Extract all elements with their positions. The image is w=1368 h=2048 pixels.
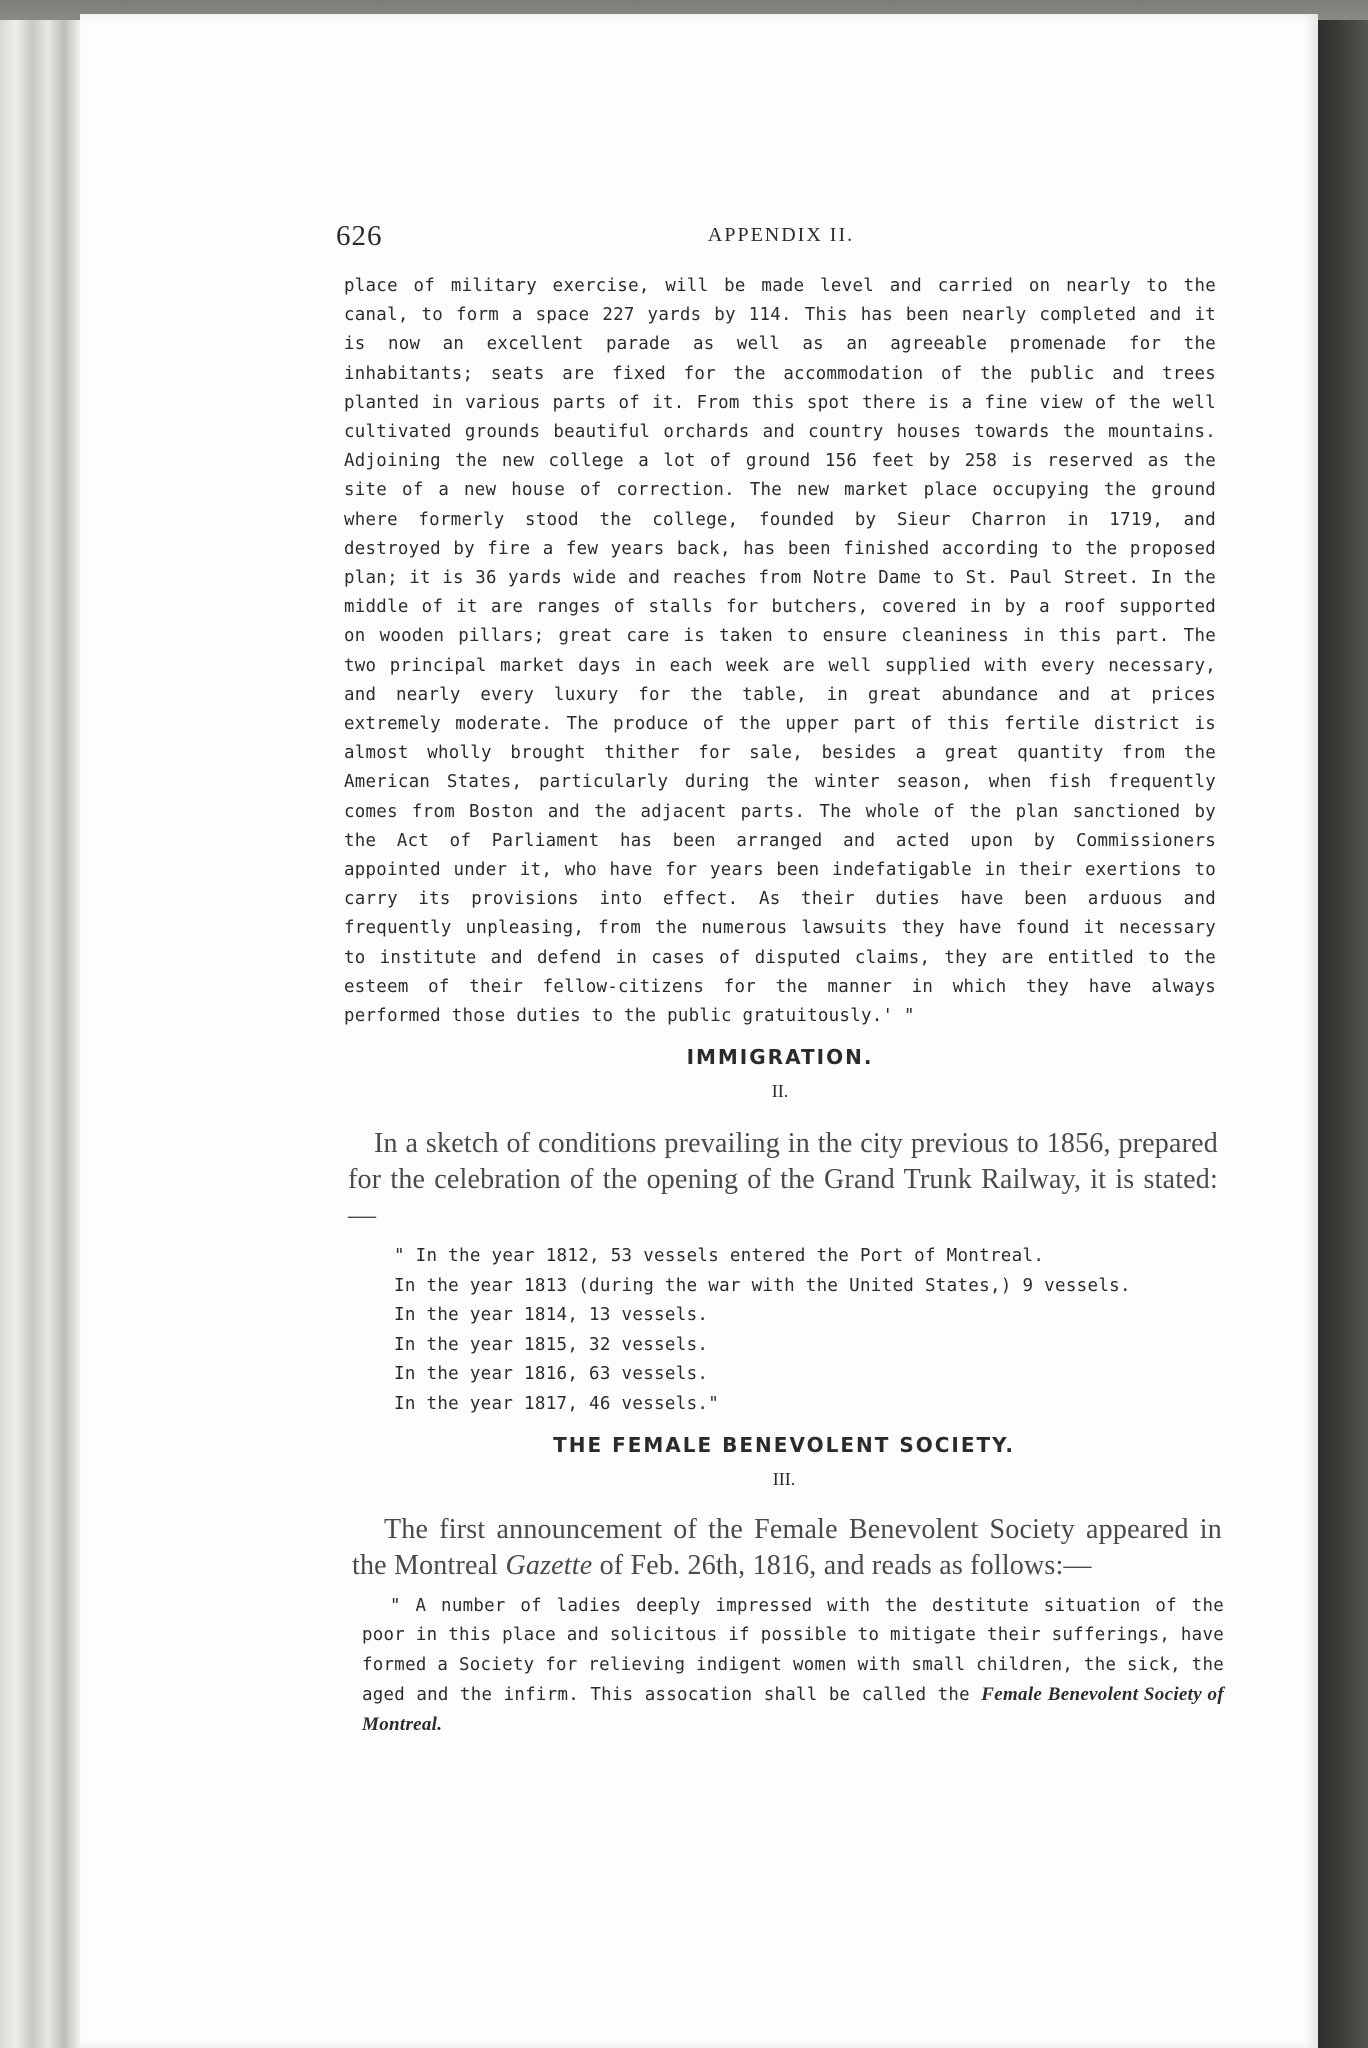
gazette-title: Gazette bbox=[505, 1550, 593, 1582]
quote-text: " A number of ladies deeply impressed with the destitute situation of the poor in this place and solicitous if possible to mitigate their sufferings, have formed a Society for relieving indigent women with small children, the sick, the aged and the infirm. This assocation shall be called the bbox=[362, 1596, 1224, 1705]
immigration-heading: IMMIGRATION. bbox=[686, 1045, 874, 1070]
vessel-line: In the year 1815, 32 vessels. bbox=[394, 1334, 709, 1355]
vessel-line: " In the year 1812, 53 vessels entered the Port of Montreal. bbox=[394, 1246, 1045, 1267]
benevolent-society-heading: THE FEMALE BENEVOLENT SOCIETY. bbox=[553, 1433, 1015, 1458]
vessel-list bbox=[394, 1242, 1232, 1419]
immigration-intro: In a sketch of conditions prevailing in the city previous to 1856, prepared for the celebration of the opening of the Grand Trunk Railway, it is stated:— bbox=[348, 1128, 1218, 1232]
continued-paragraph: place of military exercise, will be made level and carried on nearly to the canal, to form a space 227 yards by 114. This has been nearly completed and it is now an excellent parade as well as an agreeable promenade for the inhabitants; seats are fixed for the accommodation of the public and trees planted in various parts of it. From this spot there is a fine view of the well cultivated grounds beautiful orchards and country houses towards the mountains. Adjoining the new college a lot of ground 156 feet by 258 is reserved as the site of a new house of correction. The new market place occupying the ground where formerly stood the college, founded by Sieur Charron in 1719, and destroyed by fire a few years back, has been finished according to the proposed plan; it is 36 yards wide and reaches from Notre Dame to St. Paul Street. In the middle of it are ranges of stalls for butchers, covered in by a roof supported on wooden pillars; great care is taken to ensure cleaniness in this part. The two principal market days in each week are well supplied with every necessary, and nearly every luxury for the table, in great abundance and at prices extremely moderate. The produce of the upper part of this fertile district is almost wholly brought thither for sale, besides a great quantity from the American States, particularly during the winter season, when fish frequently comes from Boston and the adjacent parts. The whole of the plan sanctioned by the Act of Parliament has been arranged and acted upon by Commissioners appointed under it, who have for years been indefatigable in their exertions to carry its provisions into effect. As their duties have been arduous and frequently unpleasing, from the numerous lawsuits they have found it necessary to institute and defend in cases of disputed claims, they are entitled to the esteem of their fellow-citizens for the manner in which they have always performed those duties to the public gratuitously.' " bbox=[344, 276, 1216, 1027]
vessel-line: In the year 1813 (during the war with the United States,) 9 vessels. bbox=[394, 1275, 1131, 1296]
vessel-line: In the year 1817, 46 vessels." bbox=[394, 1393, 720, 1414]
benevolent-society-intro bbox=[352, 1512, 1222, 1584]
benevolent-society-numeral: III. bbox=[772, 1469, 796, 1490]
page-right-shadow bbox=[1318, 20, 1368, 2048]
vessel-line: In the year 1816, 63 vessels. bbox=[394, 1364, 709, 1385]
benevolent-society-quote bbox=[362, 1592, 1224, 1740]
immigration-numeral: II. bbox=[771, 1081, 789, 1102]
page-number: 626 bbox=[336, 220, 383, 252]
running-head-title: APPENDIX II. bbox=[707, 224, 855, 246]
vessel-line: In the year 1814, 13 vessels. bbox=[394, 1305, 709, 1326]
running-head bbox=[336, 220, 1226, 260]
book-spine-edge bbox=[0, 20, 80, 2048]
society-name: Female Benevolent Society of Montreal. bbox=[362, 1683, 1224, 1736]
intro-text-end: of Feb. 26th, 1816, and reads as follows:— bbox=[592, 1550, 1092, 1582]
intro-text-start: The first announcement of the Female Benevolent Society appeared in the Montreal bbox=[352, 1514, 1222, 1582]
page-content bbox=[252, 220, 1232, 1740]
